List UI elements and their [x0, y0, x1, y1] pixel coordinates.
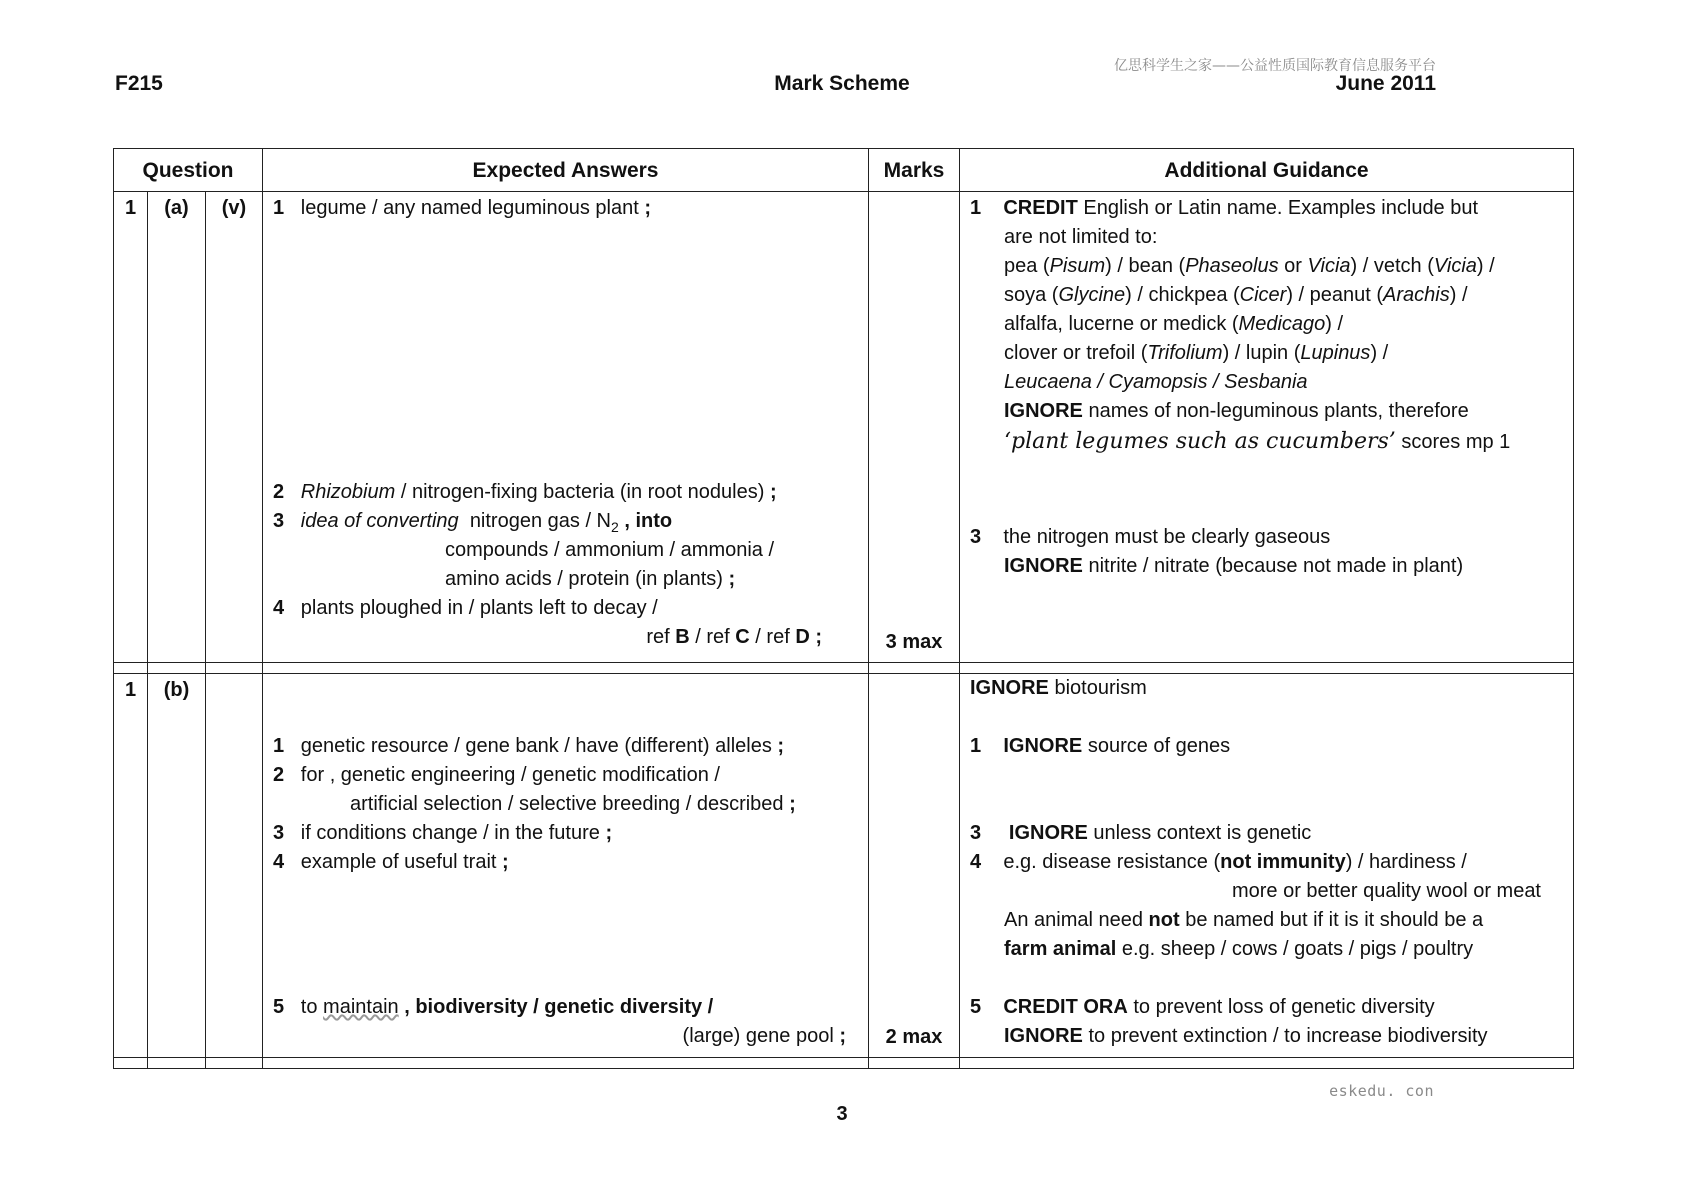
guidance-line: clover or trefoil (Trifolium) / lupin (Lupinus) /	[1004, 342, 1389, 364]
guidance-line: An animal need not be named but if it is it should be a	[1004, 909, 1484, 931]
page-number: 3	[836, 1103, 848, 1125]
guidance-point-1: 1 IGNORE source of genes	[970, 735, 1231, 757]
table-row	[114, 192, 1574, 663]
answer-point-1: 1 genetic resource / gene bank / have (different) alleles ;	[273, 735, 785, 757]
answer-point-4: 4 example of useful trait ;	[273, 851, 509, 873]
question-subpart: (v)	[206, 192, 263, 663]
question-part: (b)	[148, 674, 206, 1058]
guidance-point-4: 4 e.g. disease resistance (not immunity) / hardiness /	[970, 851, 1467, 873]
separator-row	[114, 663, 1574, 674]
watermark-bottom: eskedu. con	[1329, 1082, 1434, 1100]
guidance-point-3: 3 the nitrogen must be clearly gaseous	[970, 526, 1331, 548]
guidance-line: ‘plant legumes such as cucumbers’ scores mp 1	[1004, 429, 1511, 454]
guidance-point-5: 5 CREDIT ORA to prevent loss of genetic diversity	[970, 996, 1435, 1018]
document-title: Mark Scheme	[774, 72, 910, 95]
marks-cell: 2 max	[869, 674, 960, 1058]
guidance-line: IGNORE nitrite / nitrate (because not made in plant)	[1004, 555, 1464, 577]
marks-cell: 3 max	[869, 192, 960, 663]
exam-date: June 2011	[1335, 72, 1436, 95]
table-header-row	[114, 149, 1574, 192]
table-row	[114, 674, 1574, 1058]
answer-point-2: 2 Rhizobium / nitrogen-fixing bacteria (in root nodules) ;	[273, 481, 777, 503]
guidance-line: Leucaena / Cyamopsis / Sesbania	[1004, 371, 1308, 393]
guidance-line: more or better quality wool or meat	[1231, 880, 1541, 902]
header-additional-guidance: Additional Guidance	[960, 149, 1574, 192]
guidance-line: are not limited to:	[1004, 226, 1158, 248]
answer-point-3: 3 idea of converting nitrogen gas / $N_2$ , into	[273, 510, 673, 535]
header-question: Question	[114, 149, 263, 192]
answer-point-3: 3 if conditions change / in the future ;	[273, 822, 613, 844]
guidance-point-1: 1 CREDIT English or Latin name. Examples include but	[970, 197, 1479, 219]
guidance-line: IGNORE to prevent extinction / to increase biodiversity	[1004, 1025, 1488, 1047]
guidance-line: IGNORE names of non-leguminous plants, therefore	[1004, 400, 1469, 422]
answer-point-5-line-2: (large) gene pool ;	[682, 1025, 846, 1047]
question-part: (a)	[148, 192, 206, 663]
answer-point-2: 2 for , genetic engineering / genetic modification /	[273, 764, 720, 786]
question-number: 1	[114, 674, 148, 1058]
guidance-line: pea (Pisum) / bean (Phaseolus or Vicia) / vetch (Vicia) /	[1004, 255, 1495, 277]
paper-code: F215	[115, 72, 163, 95]
answer-point-2-line-2: artificial selection / selective breeding / described ;	[350, 793, 796, 815]
question-subpart	[206, 674, 263, 1058]
header-marks: Marks	[869, 149, 960, 192]
separator-row	[114, 1058, 1574, 1069]
answer-point-3-line-3: amino acids / protein (in plants) ;	[445, 568, 736, 590]
expected-answers-cell	[263, 192, 869, 663]
handwritten-example: ‘plant legumes such as cucumbers’	[1004, 429, 1396, 454]
guidance-line: soya (Glycine) / chickpea (Cicer) / peanut (Arachis) /	[1004, 284, 1468, 306]
watermark-top: 亿思科学生之家——公益性质国际教育信息服务平台	[1114, 58, 1436, 74]
expected-answers-cell	[263, 674, 869, 1058]
answer-point-1: 1 legume / any named leguminous plant ;	[273, 197, 652, 219]
guidance-line: IGNORE biotourism	[970, 677, 1147, 699]
guidance-line: alfalfa, lucerne or medick (Medicago) /	[1004, 313, 1344, 335]
answer-point-5: 5 to maintain , biodiversity / genetic diversity /	[273, 996, 714, 1018]
question-number: 1	[114, 192, 148, 663]
answer-point-4-line-2: ref B / ref C / ref D ;	[646, 626, 822, 648]
answer-point-4: 4 plants ploughed in / plants left to decay /	[273, 597, 658, 619]
guidance-cell	[960, 192, 1574, 663]
guidance-line: farm animal e.g. sheep / cows / goats / pigs / poultry	[1004, 938, 1474, 960]
guidance-cell	[960, 674, 1574, 1058]
mark-scheme-table	[113, 148, 1574, 1069]
guidance-point-3: 3 IGNORE unless context is genetic	[970, 822, 1312, 844]
header-expected-answers: Expected Answers	[263, 149, 869, 192]
answer-point-3-line-2: compounds / ammonium / ammonia /	[445, 539, 775, 561]
